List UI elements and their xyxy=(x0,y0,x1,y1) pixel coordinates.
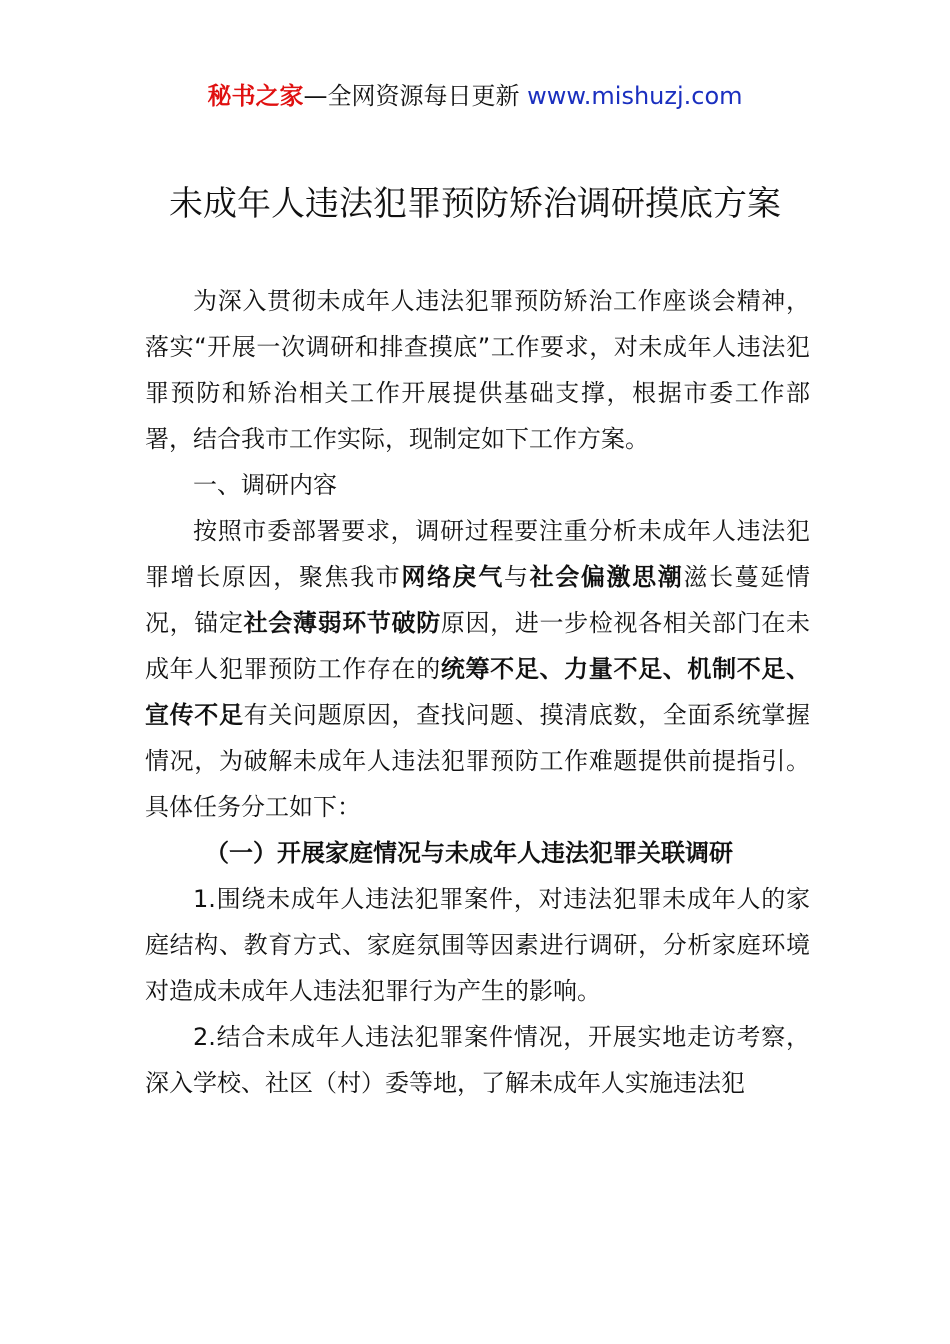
text-run: 有关问题原因，查找问题、摸清底数，全面系统掌握情况，为破解未成年人违法犯罪预防工作难题提供前提指引。具体任务分工如下： xyxy=(145,701,811,821)
header-tagline: —全网资源每日更新 xyxy=(303,82,528,110)
bold-keyword: 机制不足 xyxy=(687,655,787,683)
intro-paragraph: 为深入贯彻未成年人违法犯罪预防矫治工作座谈会精神，落实“开展一次调研和排查摸底”工作要求，对未成年人违法犯罪预防和矫治相关工作开展提供基础支撑，根据市委工作部署，结合我市工作实际，现制定如下工作方案。 xyxy=(145,287,810,453)
site-url[interactable]: www.mishuzj.com xyxy=(527,82,743,110)
bold-separator: 、 xyxy=(662,655,688,683)
content-paragraph xyxy=(145,508,810,830)
section-heading: 一、调研内容 xyxy=(193,471,337,499)
text-run: 滋长蔓延情况，锚定 xyxy=(145,563,811,637)
list-item: 1.围绕未成年人违法犯罪案件，对违法犯罪未成年人的家庭结构、教育方式、家庭氛围等因素进行调研，分析家庭环境对造成未成年人违法犯罪行为产生的影响。 xyxy=(145,885,810,1005)
bold-keyword: 力量不足 xyxy=(564,655,663,683)
text-run: 按照市委部署要求，调研过程要注重分析未成年人违法犯罪增长原因，聚焦我市 xyxy=(145,517,810,591)
site-header xyxy=(0,80,950,112)
bold-keyword: 社会薄弱环节破防 xyxy=(243,609,441,637)
brand-name: 秘书之家 xyxy=(207,82,304,110)
bold-keyword: 宣传不足 xyxy=(145,701,244,729)
subsection-heading: （一）开展家庭情况与未成年人违法犯罪关联调研 xyxy=(205,839,733,867)
text-run: 与 xyxy=(503,563,530,591)
document-body xyxy=(145,278,810,1106)
bold-keyword: 网络戾气 xyxy=(401,563,504,591)
bold-keyword: 统筹不足 xyxy=(440,655,540,683)
text-run: 原因，进一步检视各相关部门在未成年人犯罪预防工作存在的 xyxy=(145,609,811,683)
bold-keyword: 社会偏激思潮 xyxy=(529,563,684,591)
list-item: 2.结合未成年人违法犯罪案件情况，开展实地走访考察，深入学校、社区（村）委等地，了解未成年人实施违法犯 xyxy=(145,1023,810,1097)
document-title: 未成年人违法犯罪预防矫治调研摸底方案 xyxy=(169,184,781,224)
bold-separator: 、 xyxy=(786,655,811,683)
bold-separator: 、 xyxy=(539,655,565,683)
